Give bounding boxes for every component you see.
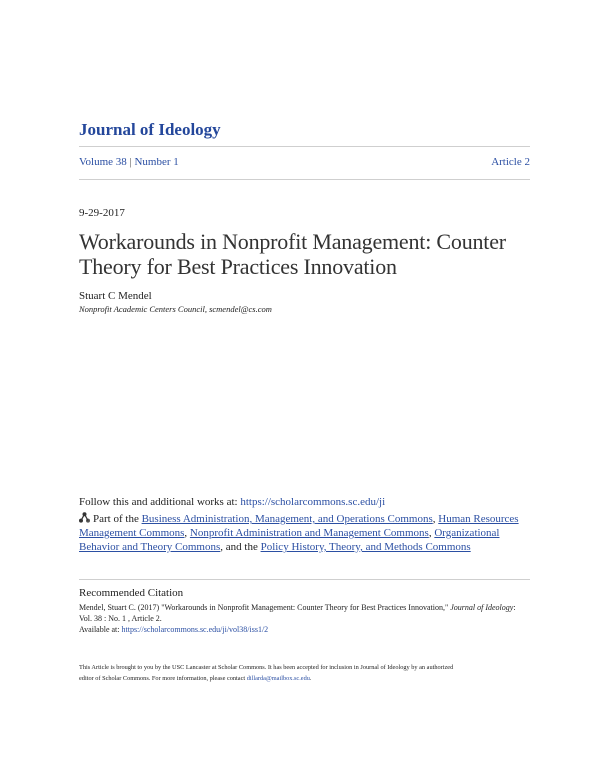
issue-separator: | — [129, 156, 132, 168]
network-icon — [79, 512, 90, 523]
sep: , — [428, 527, 432, 539]
publication-date: 9-29-2017 — [79, 207, 125, 219]
footer-text1: This Article is brought to you by the USC Lancaster at Scholar Commons. It has been accepted for inclusion in Journal of Ideology by an authorized — [79, 664, 454, 671]
citation-body — [79, 602, 529, 635]
divider-issue — [79, 179, 530, 180]
number-link[interactable]: Number 1 — [134, 156, 179, 168]
citation-volume: : Vol. 38 : No. 1 , Article 2. — [79, 603, 516, 623]
author-name[interactable]: Stuart C Mendel — [79, 290, 152, 302]
part-of-disciplines — [79, 512, 519, 554]
volume-link[interactable]: Volume 38 — [79, 156, 127, 168]
author-affiliation: Nonprofit Academic Centers Council, scmendel@cs.com — [79, 304, 272, 314]
article-link[interactable]: Article 2 — [491, 156, 530, 168]
paper-title-line1: Workarounds in Nonprofit Management: Counter — [79, 229, 506, 254]
follow-line — [79, 496, 385, 508]
divider-top — [79, 146, 530, 147]
journal-title[interactable]: Journal of Ideology — [79, 120, 221, 139]
recommended-citation-heading: Recommended Citation — [79, 587, 184, 599]
follow-text: Follow this and additional works at: — [79, 496, 238, 508]
part-of-prefix: Part of the — [93, 513, 139, 525]
citation-text: Mendel, Stuart C. (2017) "Workarounds in Nonprofit Management: Counter Theory for Best Practices Innovation," — [79, 603, 449, 612]
discipline-link-hr[interactable]: Human Resources Management Commons — [79, 513, 519, 539]
discipline-link-nonprofit[interactable]: Nonprofit Administration and Management Commons — [189, 527, 429, 539]
contact-email-link[interactable]: dillarda@mailbox.sc.edu — [246, 675, 310, 682]
issue-row — [79, 156, 530, 168]
discipline-link-organizational[interactable]: Organizational Behavior and Theory Commons — [79, 527, 500, 553]
sep: , — [184, 527, 188, 539]
citation-link[interactable]: https://scholarcommons.sc.edu/ji/vol38/iss1/2 — [121, 625, 269, 634]
paper-title — [79, 229, 539, 279]
paper-title-line2: Theory for Best Practices Innovation — [79, 254, 397, 279]
sep: , — [432, 513, 436, 525]
citation-journal: Journal of Ideology — [450, 603, 514, 612]
follow-link[interactable]: https://scholarcommons.sc.edu/ji — [240, 496, 386, 508]
available-label: Available at: — [79, 625, 120, 634]
divider-citation — [79, 579, 530, 580]
discipline-link-business[interactable]: Business Administration, Management, and Operations Commons — [141, 513, 433, 525]
footer-text2: editor of Scholar Commons. For more information, please contact — [79, 675, 246, 682]
footer-note — [79, 662, 519, 684]
sep: , and the — [220, 541, 258, 553]
discipline-link-policy[interactable]: Policy History, Theory, and Methods Commons — [260, 541, 471, 553]
footer-end: . — [309, 675, 312, 682]
